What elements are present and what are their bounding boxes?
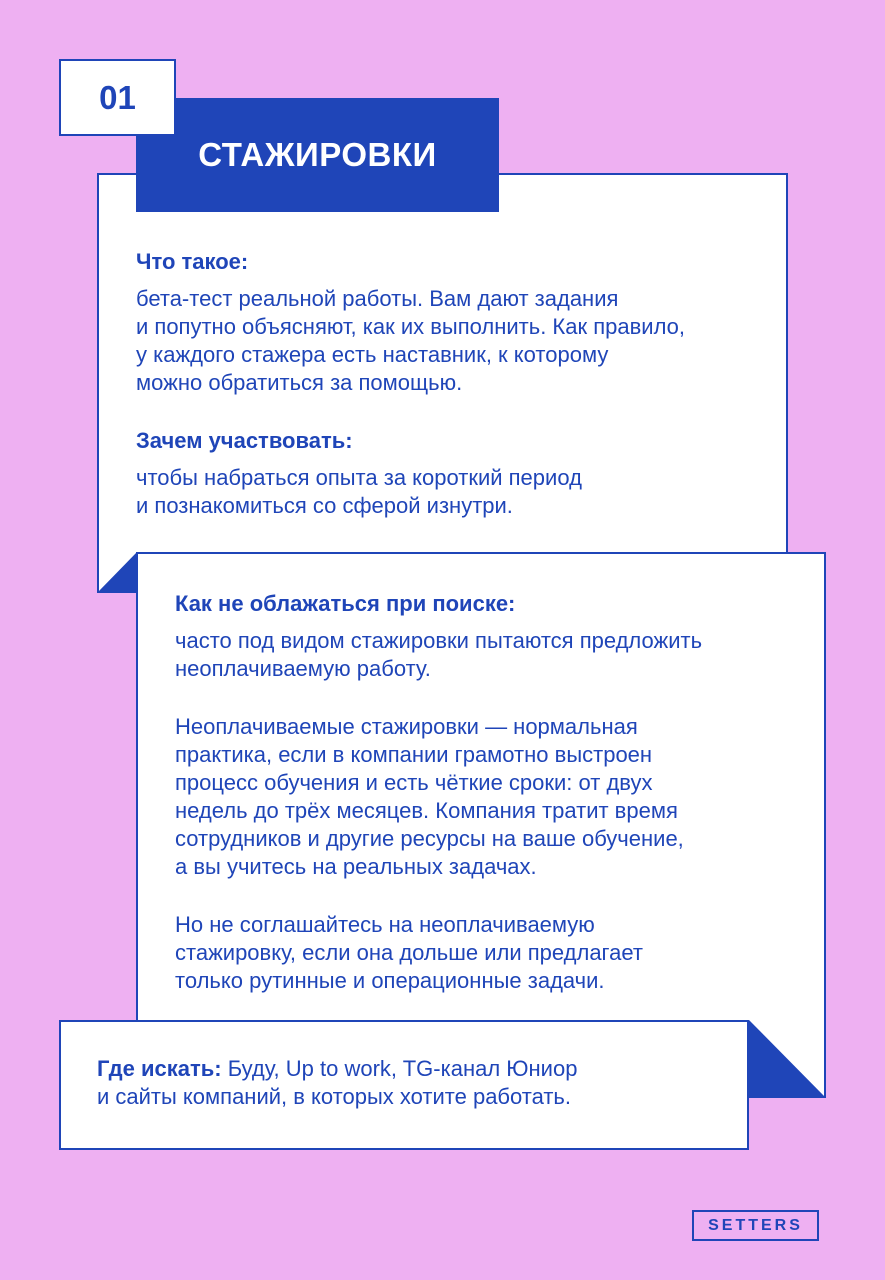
what-text: бета-тест реальной работы. Вам дают задания и попутно объясняют, как их выполнить. Как правило, у каждого стажера есть наставник, к которому можно обратиться за помощью. (136, 286, 686, 395)
card3-content (97, 1055, 737, 1111)
where-to-look-value: Буду, Up to work, TG-канал Юниор и сайты компаний, в которых хотите работать. (97, 1056, 578, 1109)
unpaid-paragraph-2: Но не соглашайтесь на неоплачиваемую стажировку, если она дольше или предлагает только рутинные и операционные задачи. (175, 912, 643, 993)
card2-fold-corner (749, 1020, 827, 1099)
page-title: СТАЖИРОВКИ (198, 136, 437, 173)
what-heading: Что такое: (136, 249, 249, 274)
unpaid-paragraph-1: Неоплачиваемые стажировки — нормальная практика, если в компании грамотно выстроен процесс обучения и есть чёткие сроки: от двух недель до трёх месяцев. Компания тратит время сотрудников и другие ресурсы на ваше обучение, а вы учитесь на реальных задачах. (175, 714, 684, 879)
search-tips-intro: часто под видом стажировки пытаются предложить неоплачиваемую работу. (175, 628, 703, 681)
where-to-look-text (97, 1055, 737, 1111)
brand-name: SETTERS (708, 1216, 803, 1234)
why-text: чтобы набраться опыта за короткий период и познакомиться со сферой изнутри. (136, 465, 582, 518)
card1-fold-corner (98, 552, 138, 593)
search-tips-heading: Как не облажаться при поиске: (175, 591, 516, 616)
where-to-look-label: Где искать: (97, 1056, 222, 1081)
brand-logo (692, 1210, 819, 1241)
why-heading: Зачем участвовать: (136, 428, 353, 453)
page-title-banner (136, 98, 499, 212)
card1-content (136, 248, 786, 520)
card2-content (175, 590, 815, 995)
section-number: 01 (99, 78, 136, 116)
section-number-badge (59, 59, 176, 136)
